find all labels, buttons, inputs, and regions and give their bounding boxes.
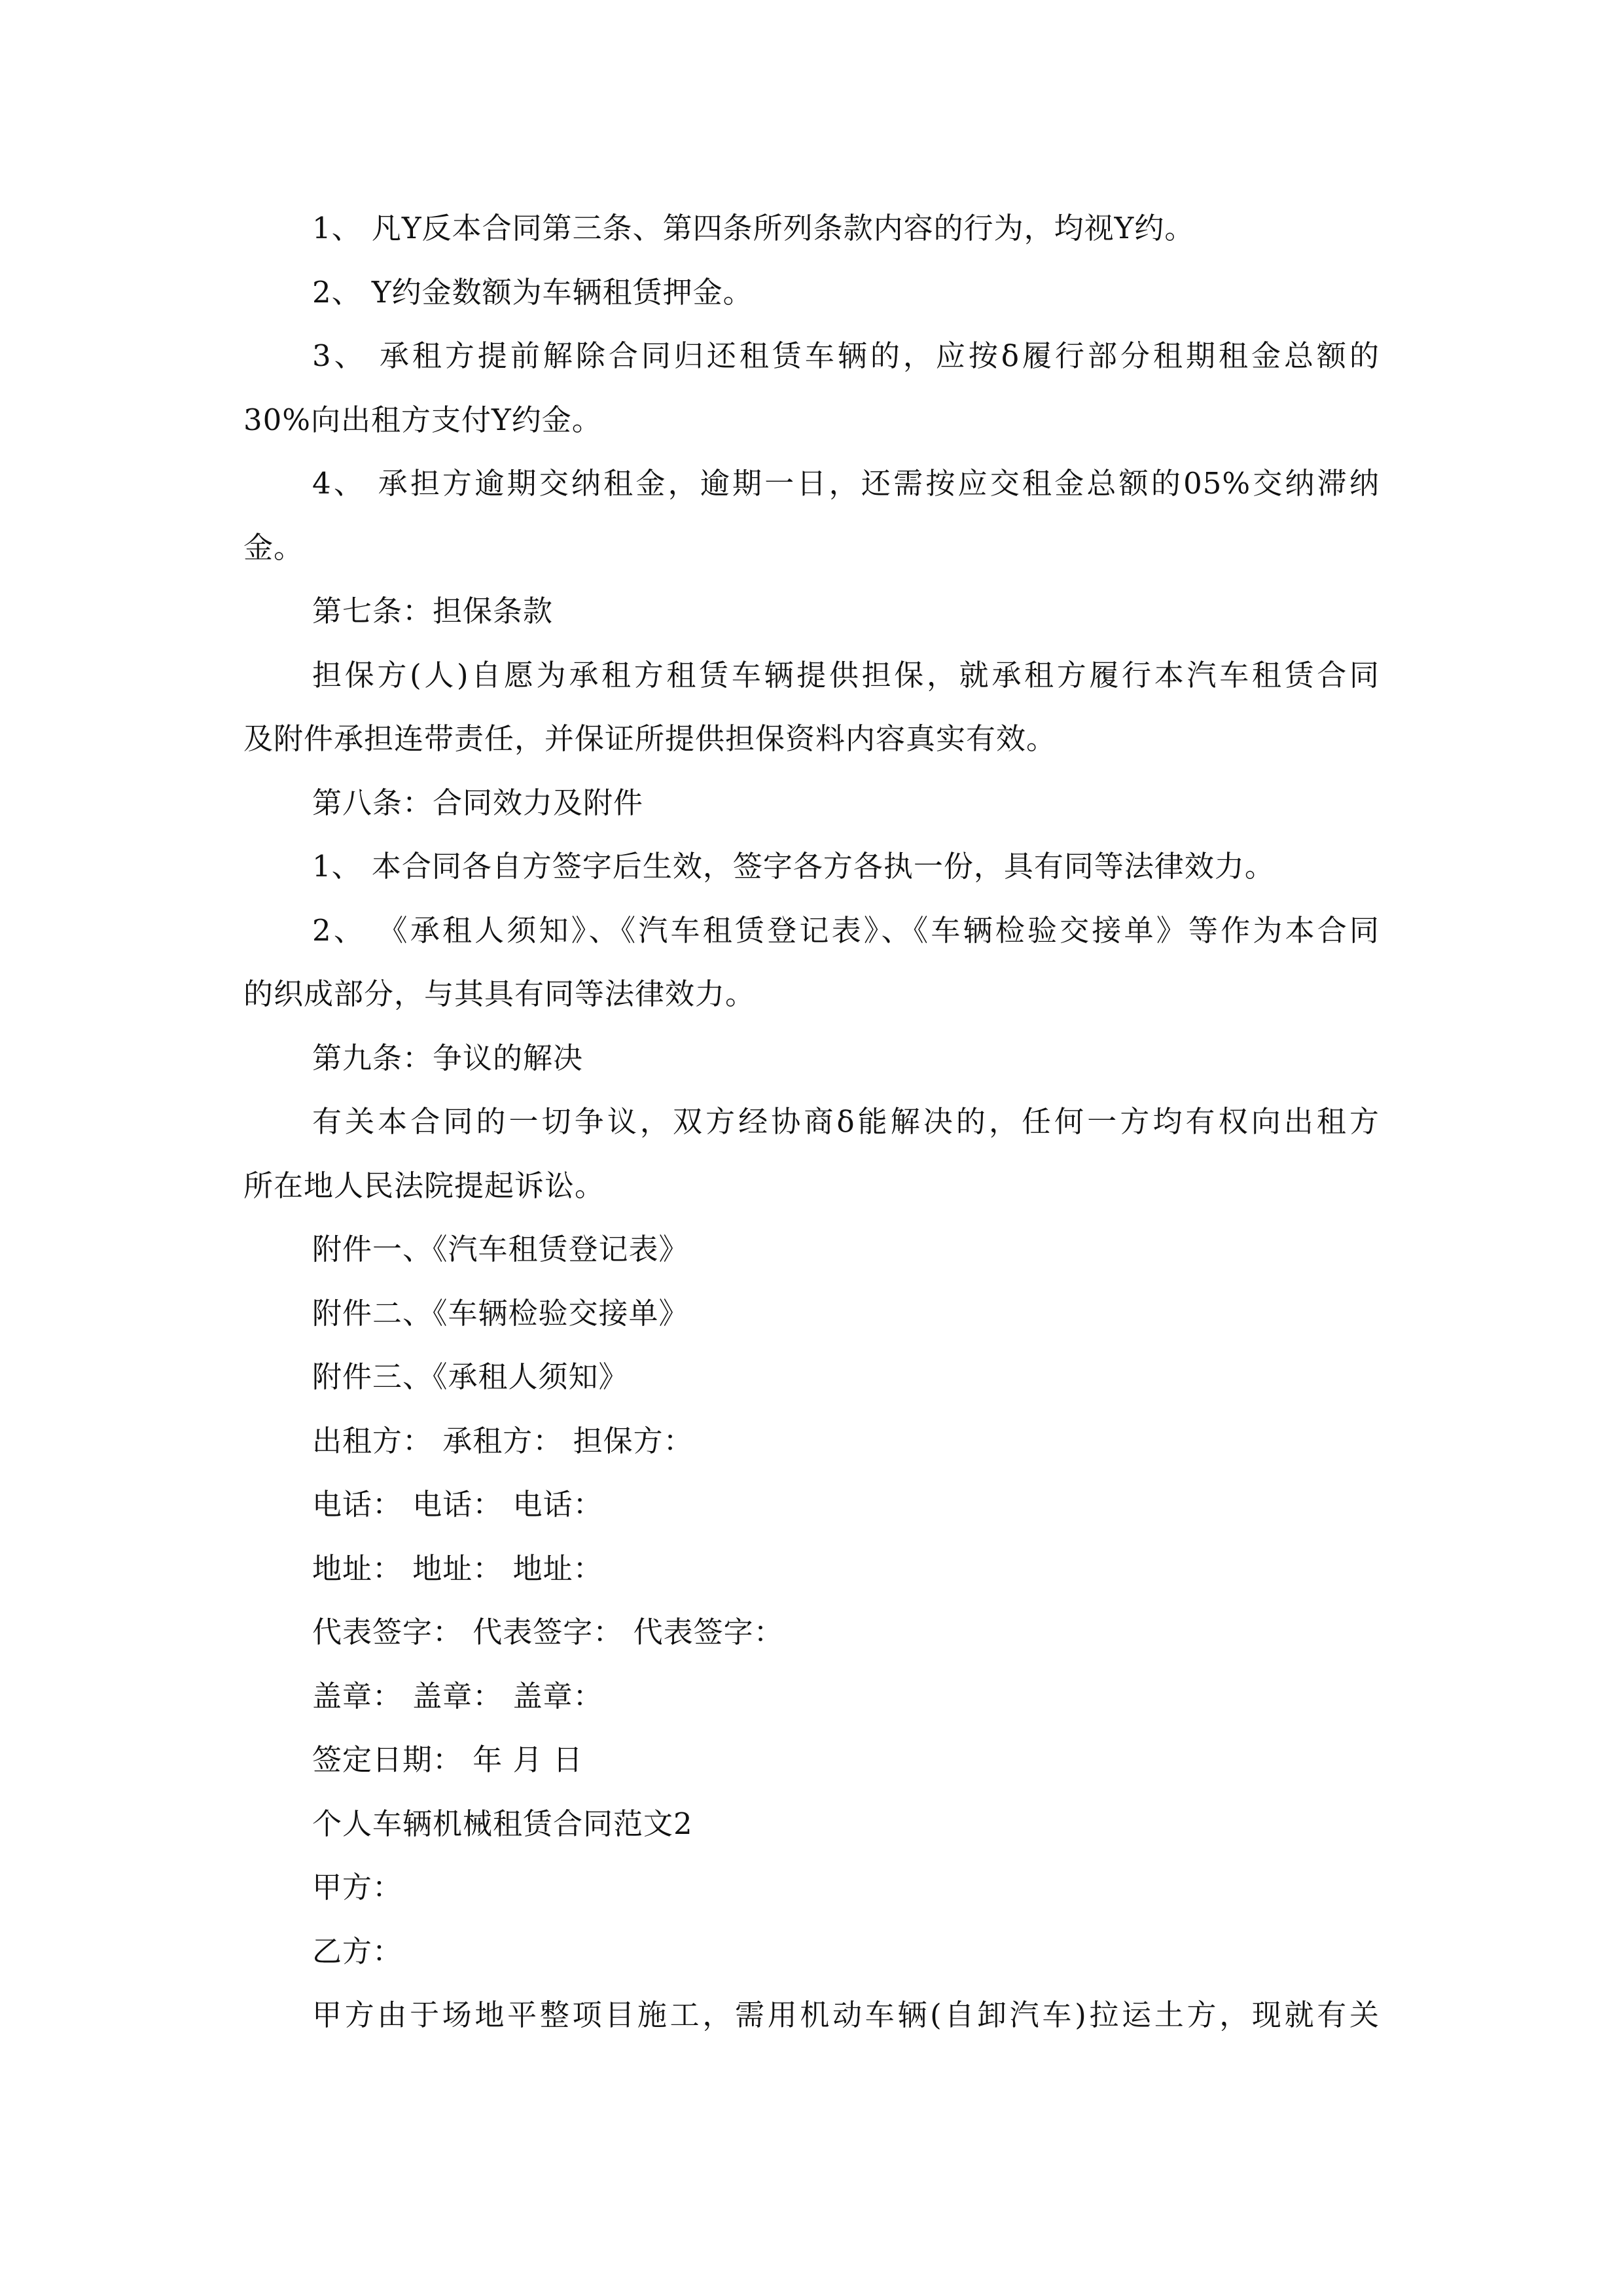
signature-seals: 盖章： 盖章： 盖章： <box>312 1678 603 1713</box>
signature-addresses: 地址： 地址： 地址： <box>312 1551 603 1586</box>
attachment-3: 附件三、《承租人须知》 <box>312 1359 629 1394</box>
clause-8-item-1: 1、 本合同各自方签字后生效，签字各方各执一份，具有同等法律效力。 <box>312 849 1275 884</box>
signing-date: 签定日期： 年 月 日 <box>312 1742 583 1777</box>
section-title: 个人车辆机械租赁合同范文2 <box>312 1806 693 1841</box>
clause-9-heading: 第九条：争议的解决 <box>312 1040 584 1075</box>
signature-phones: 电话： 电话： 电话： <box>312 1487 603 1522</box>
clause-6-item-4-cont: 金。 <box>243 529 304 565</box>
clause-8-heading: 第八条：合同效力及附件 <box>312 785 644 820</box>
clause-9-text: 有关本合同的一切争议，双方经协商δ能解决的，任何一方均有权向出租方 <box>312 1104 1380 1139</box>
party-a: 甲方： <box>312 1870 403 1905</box>
clause-6-item-1: 1、 凡Υ反本合同第三条、第四条所列条款内容的行为，均视Υ约。 <box>312 211 1195 245</box>
signature-representatives: 代表签字： 代表签字： 代表签字： <box>312 1615 784 1649</box>
clause-8-item-2: 2、 《承租人须知》、《汽车租赁登记表》、《车辆检验交接单》等作为本合同 <box>312 912 1380 948</box>
clause-7-text-cont: 及附件承担连带责任，并保证所提供担保资料内容真实有效。 <box>243 721 1057 756</box>
party-b: 乙方： <box>312 1933 403 1969</box>
clause-6-item-2: 2、 Υ约金数额为车辆租赁押金。 <box>312 274 753 310</box>
clause-6-item-3-cont: 30%向出租方支付Υ约金。 <box>243 402 602 437</box>
clause-7-text: 担保方(人)自愿为承租方租赁车辆提供担保，就承租方履行本汽车租赁合同 <box>312 657 1380 692</box>
attachment-1: 附件一、《汽车租赁登记表》 <box>312 1232 689 1266</box>
attachment-2: 附件二、《车辆检验交接单》 <box>312 1295 689 1331</box>
clause-7-heading: 第七条：担保条款 <box>312 594 554 628</box>
clause-6-item-3: 3、 承租方提前解除合同归还租赁车辆的，应按δ履行部分租期租金总额的 <box>312 338 1380 373</box>
intro-paragraph: 甲方由于场地平整项目施工，需用机动车辆(自卸汽车)拉运土方，现就有关 <box>312 1998 1380 2032</box>
document-body <box>243 196 1380 2047</box>
signature-parties: 出租方： 承租方： 担保方： <box>312 1423 694 1458</box>
clause-8-item-2-cont: 的织成部分，与其具有同等法律效力。 <box>243 977 756 1011</box>
clause-9-text-cont: 所在地人民法院提起诉讼。 <box>243 1168 605 1203</box>
clause-6-item-4: 4、 承担方逾期交纳租金，逾期一日，还需按应交租金总额的05%交纳滞纳 <box>312 466 1380 501</box>
